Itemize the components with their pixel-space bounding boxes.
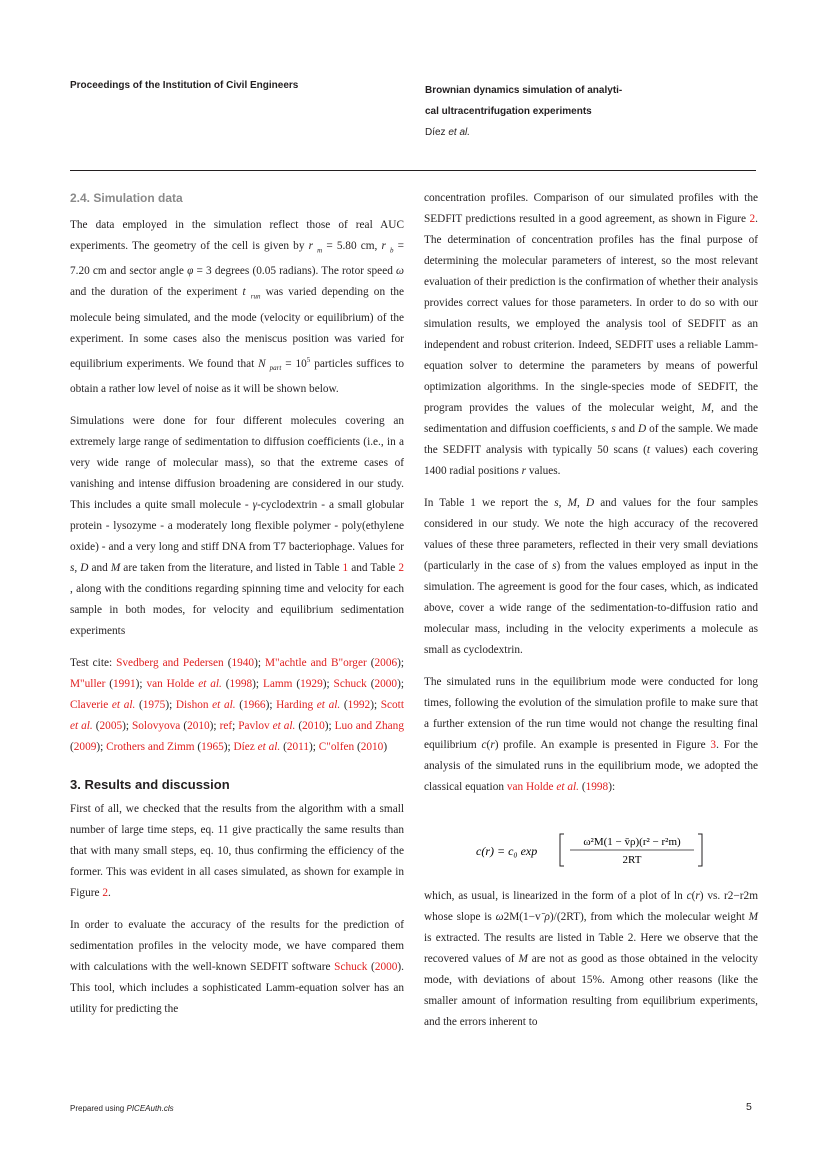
paragraph-results-1: First of all, we checked that the results from the algorithm with a small number of large time steps, eq. 11 give practically the same results than that with many small steps, eq. 10, thus confirming the efficiency of the former. This was evident in all cases simulated, as shown for example in Figure 2. xyxy=(70,802,404,899)
cite-svedberg-year[interactable]: 1940 xyxy=(231,656,255,669)
cite-vanholde-year[interactable]: 1998 xyxy=(229,677,253,690)
paragraph-simulation-data-1: The data employed in the simulation reflect those of real AUC experiments. The geometry of the cell is given by r $_m$ = 5.80 cm, r $_b$ = 7.20 cm and sector angle φ = 3 degrees (0.05 radians). The rotor speed ω and the duration of the experiment t $_{run}$ was varied depending on the molecule being simulated, and the mode (velocity or equilibrium) of the experiment. In some cases also the meniscus position was varied for equilibrium experiments. We found that N $_{part} = 10^5$ particles suffices to obtain a rather low level of noise as it will be shown below. xyxy=(70,219,405,395)
cite-claverie[interactable]: Claverie et al. xyxy=(70,698,136,711)
cite-schuck-2[interactable]: Schuck xyxy=(334,960,368,973)
cite-luo[interactable]: Luo and Zhang xyxy=(334,719,404,732)
cite-schuck-year[interactable]: 2000 xyxy=(374,677,398,690)
cite-vanholde-2[interactable]: van Holde et al. xyxy=(506,781,579,793)
paragraph-results-3: concentration profiles. Comparison of our simulated profiles with the SEDFIT predictions resulted in a good agreement, as shown in Figure 2. The determination of concentration profiles has the final purpose of determining the molecular parameters of interest, so the most relevant evaluation of their prediction is the confirmation of whether their analysis provides correct values for those parameters. In order to do so with our simulation results, we employed the analysis tool of SEDFIT as an independent and robust criterion. Indeed, SEDFIT uses a reliable Lamm-equation solver to determine the parameters by means of powerful optimization algorithms. In the single-species mode of SEDFIT, the program provides the values of the molecular weight, M, and the sedimentation and diffusion coefficients, s and D of the sample. We made the SEDFIT analysis with typically 50 scans (t values) each covering 1400 radial positions r values. xyxy=(424,192,758,477)
cite-colfen-year[interactable]: 2010 xyxy=(360,740,384,753)
header-authors xyxy=(425,122,755,143)
paragraph-results-2: In order to evaluate the accuracy of the results for the prediction of sedimentation profiles in the velocity mode, we have compared them with calculations with the well-known SEDFIT software Schuck (2000). This tool, which includes a sophisticated Lamm-equation solver has an utility for predicting the xyxy=(70,918,404,1015)
page-number: 5 xyxy=(746,1101,752,1113)
paragraph-results-5: The simulated runs in the equilibrium mode were conducted for long times, following the evolution of the simulation profile to make sure that a further extension of the run time would not change the resulting final equilibrium c(r) profile. An example is presented in Figure 3. For the analysis of the simulated runs in the equilibrium mode, we adopted the classical equation van Holde et al. (1998): xyxy=(424,676,759,793)
cite-muller[interactable]: M"uller xyxy=(70,677,106,690)
cite-claverie-year[interactable]: 1975 xyxy=(142,698,166,711)
cite-machtle-year[interactable]: 2006 xyxy=(374,656,398,669)
section-3-heading: 3. Results and discussion xyxy=(70,776,230,792)
link-table-1[interactable]: 1 xyxy=(342,561,349,574)
right-column xyxy=(424,188,758,1044)
footer-cls: PICEAuth.cls xyxy=(126,1104,174,1113)
header-title-line-2: cal ultracentrifugation experiments xyxy=(425,106,592,117)
cite-scott[interactable]: Scott et al. xyxy=(70,698,404,732)
header-title-line-1: Brownian dynamics simulation of analyti- xyxy=(425,85,623,96)
footer-prepared-text: Prepared using xyxy=(70,1104,125,1113)
paragraph-results-6: which, as usual, is linearized in the form of a plot of ln c(r) vs. r2−r2m whose slope is ω2M(1−v ̄ρ)/(2RT), from which the molecular weight M is extracted. The results are listed in Table 2. Here we observe that the recovered values of M are not as good as those obtained in the velocity mode, with deviations of about 15%. Among other reasons (like the smaller amount of information resulting from equilibrium experiments, and the errors inherent to xyxy=(424,890,758,1028)
cite-solovyova[interactable]: Solovyova xyxy=(132,719,181,732)
link-table-2[interactable]: 2 xyxy=(398,561,404,574)
cite-schuck[interactable]: Schuck xyxy=(333,677,367,690)
cite-crothers-year[interactable]: 1965 xyxy=(201,740,224,753)
link-figure-2b[interactable]: 2 xyxy=(749,213,756,225)
link-figure-2[interactable]: 2 xyxy=(102,886,108,899)
equilibrium-equation xyxy=(424,828,758,880)
equation-numerator: ω²M(1 − v̄ρ)(r² − r²m) xyxy=(583,836,681,848)
equation-svg xyxy=(476,828,706,872)
running-header-title xyxy=(425,80,755,143)
equation-right-bracket xyxy=(698,834,702,866)
running-header-journal: Proceedings of the Institution of Civil Engineers xyxy=(70,80,299,91)
cite-luo-year[interactable]: 2009 xyxy=(73,740,97,753)
cite-ref[interactable]: ref xyxy=(219,719,233,732)
cite-diez[interactable]: Díez et al. xyxy=(233,740,281,753)
header-rule xyxy=(70,170,756,171)
equation-lhs: c(r) = c₀ exp xyxy=(476,844,538,858)
cite-dishon-year[interactable]: 1966 xyxy=(242,698,266,711)
cite-vanholde-2-year[interactable]: 1998 xyxy=(585,781,609,793)
cite-pavlov-year[interactable]: 2010 xyxy=(302,719,325,732)
paragraph-simulation-data-2: Simulations were done for four different molecules covering an extremely large range of sedimentation to diffusion coefficients (i.e., in a very wide range of molecular mass), so that the extreme cases of vanishing and intense diffusion broadening are considered in our study. This includes a quite small molecule - γ-cyclodextrin - a small globular protein - lysozyme - a moderately long flexible polymer - poly(ethylene oxide) - and a very long and stiff DNA from T7 bacteriophage. Values for s, D and M are taken from the literature, and listed in Table 1 and Table 2 , along with the conditions regarding spinning time and velocity for each sample in both modes, for velocity and equilibrium sedimentation experiments xyxy=(70,414,404,637)
cite-machtle[interactable]: M"achtle and B"orger xyxy=(265,656,367,669)
header-etal: et al. xyxy=(448,127,471,138)
left-column xyxy=(70,188,404,1031)
cite-svedberg[interactable]: Svedberg and Pedersen xyxy=(116,656,224,669)
cite-diez-year[interactable]: 2011 xyxy=(286,740,310,753)
cite-lamm-year[interactable]: 1929 xyxy=(300,677,323,690)
cite-scott-year[interactable]: 2005 xyxy=(99,719,123,732)
cite-crothers[interactable]: Crothers and Zimm xyxy=(106,740,195,753)
cite-lamm[interactable]: Lamm xyxy=(262,677,293,690)
cite-vanholde[interactable]: van Holde et al. xyxy=(146,677,222,690)
equation-denominator: 2RT xyxy=(622,854,642,866)
section-2-4-heading: 2.4. Simulation data xyxy=(70,191,183,205)
equation-left-bracket xyxy=(560,834,564,866)
footer-prepared xyxy=(70,1104,174,1113)
cite-muller-year[interactable]: 1991 xyxy=(113,677,136,690)
cite-harding-year[interactable]: 1992 xyxy=(347,698,371,711)
cite-colfen[interactable]: C"olfen xyxy=(318,740,355,753)
header-author-name: Díez xyxy=(425,127,446,138)
link-figure-3[interactable]: 3 xyxy=(710,739,717,751)
cite-pavlov[interactable]: Pavlov et al. xyxy=(238,719,296,732)
cite-schuck-2-year[interactable]: 2000 xyxy=(374,960,398,973)
cite-dishon[interactable]: Dishon et al. xyxy=(175,698,236,711)
cite-harding[interactable]: Harding et al. xyxy=(276,698,341,711)
paragraph-results-4: In Table 1 we report the s, M, D and values for the four samples considered in our study. We note the high accuracy of the recovered values of these three parameters, reflected in their very small deviations (particularly in the case of s) from the values employed as input in the simulation. The agreement is good for the four cases, which, as indicated above, cover a wide range of the sedimentation-to-diffusion ratio and molecular mass, including in the velocity experiments a molecule as small as cyclodextrin. xyxy=(424,497,759,656)
paragraph-test-cite: Test cite: Svedberg and Pedersen (1940); M"achtle and B"orger (2006); M"uller (1991); van Holde et al. (1998); Lamm (1929); Schuck (2000); Claverie et al. (1975); Dishon et al. (1966); Harding et al. (1992); Scott et al. (2005); Solovyova (2010); ref; Pavlov et al. (2010); Luo and Zhang (2009); Crothers and Zimm (1965); Díez et al. (2011); C"olfen (2010) xyxy=(70,656,405,753)
cite-solovyova-year[interactable]: 2010 xyxy=(187,719,210,732)
